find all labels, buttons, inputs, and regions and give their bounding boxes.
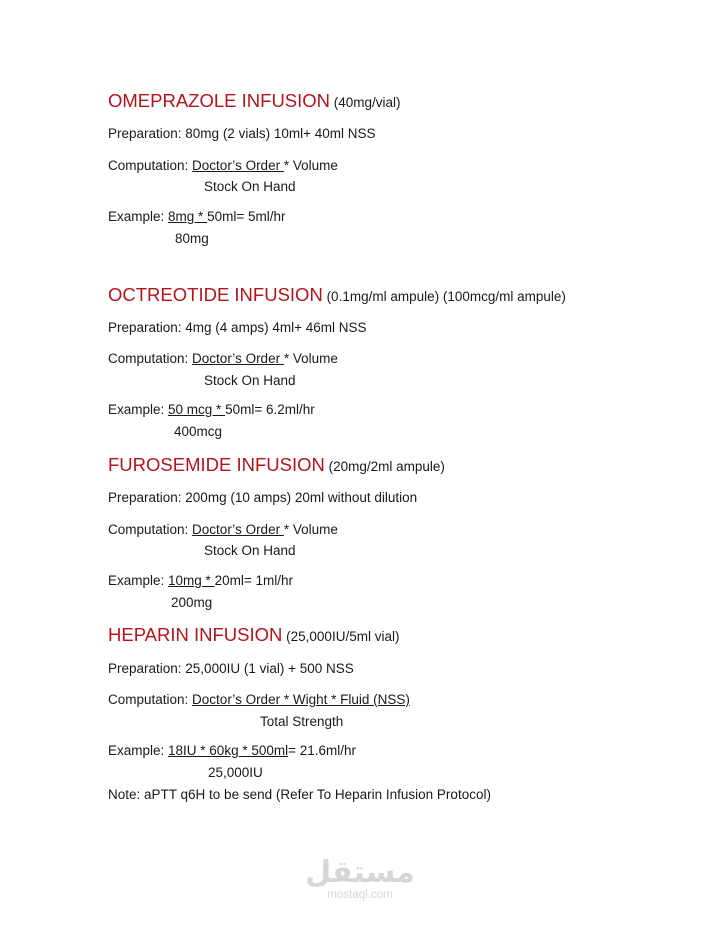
mostaql-watermark [300, 855, 420, 902]
label: Computation: [108, 351, 193, 366]
preparation-line: Preparation: 200mg (10 amps) 20ml without dilution [108, 490, 418, 505]
computation-denominator: Total Strength [260, 714, 344, 729]
example-line [108, 572, 293, 590]
furosemide-heading [108, 453, 445, 479]
watermark-latin: mostaql.com [327, 889, 393, 901]
label: Computation: [108, 158, 193, 173]
drug-name: OMEPRAZOLE INFUSION [108, 90, 331, 111]
formula-rest: = 21.6ml/hr [288, 743, 357, 758]
vial-strength: (0.1mg/ml ampule) (100mcg/ml ampule) [322, 289, 566, 304]
formula-rest: 20ml= 1ml/hr [214, 573, 293, 588]
preparation-line: Preparation: 80mg (2 vials) 10ml+ 40ml NSS [108, 126, 376, 141]
vial-strength: (25,000IU/5ml vial) [282, 629, 400, 644]
heparin-heading [108, 623, 399, 649]
numerator: 50 mcg * [168, 402, 226, 417]
label: Example: [108, 573, 169, 588]
vial-strength: (20mg/2ml ampule) [324, 459, 445, 474]
preparation-line: Preparation: 25,000IU (1 vial) + 500 NSS [108, 661, 354, 676]
computation-denominator: Stock On Hand [204, 179, 296, 194]
example-denominator: 25,000IU [208, 765, 263, 780]
computation-denominator: Stock On Hand [204, 373, 296, 388]
example-denominator: 400mcg [174, 424, 223, 439]
numerator: 10mg * [168, 573, 215, 588]
octreotide-heading [108, 283, 566, 309]
numerator: 18IU * 60kg * 500ml [168, 743, 289, 758]
example-line [108, 742, 356, 760]
formula-rest: * Volume [283, 158, 338, 173]
drug-name: OCTREOTIDE INFUSION [108, 284, 323, 305]
numerator: Doctor’s Order [192, 158, 284, 173]
example-denominator: 80mg [175, 231, 209, 246]
example-denominator: 200mg [171, 595, 213, 610]
numerator: Doctor’s Order [192, 522, 284, 537]
example-line [108, 401, 315, 419]
watermark-arabic: مستقل [305, 855, 415, 890]
computation-line [108, 691, 410, 709]
numerator: 8mg * [168, 209, 208, 224]
formula-rest: * Volume [283, 351, 338, 366]
omeprazole-heading [108, 89, 401, 115]
numerator: Doctor’s Order * Wight * Fluid (NSS) [192, 692, 410, 707]
note-line: Note: aPTT q6H to be send (Refer To Heparin Infusion Protocol) [108, 787, 491, 802]
computation-denominator: Stock On Hand [204, 543, 296, 558]
drug-name: FUROSEMIDE INFUSION [108, 454, 325, 475]
computation-line [108, 157, 338, 175]
formula-rest: 50ml= 5ml/hr [207, 209, 286, 224]
numerator: Doctor’s Order [192, 351, 284, 366]
label: Computation: [108, 692, 193, 707]
computation-line [108, 521, 338, 539]
label: Example: [108, 743, 169, 758]
preparation-line: Preparation: 4mg (4 amps) 4ml+ 46ml NSS [108, 320, 367, 335]
label: Example: [108, 402, 169, 417]
label: Computation: [108, 522, 193, 537]
computation-line [108, 350, 338, 368]
formula-rest: 50ml= 6.2ml/hr [225, 402, 315, 417]
drug-name: HEPARIN INFUSION [108, 624, 283, 645]
example-line [108, 208, 285, 226]
formula-rest: * Volume [283, 522, 338, 537]
vial-strength: (40mg/vial) [330, 95, 401, 110]
label: Example: [108, 209, 169, 224]
